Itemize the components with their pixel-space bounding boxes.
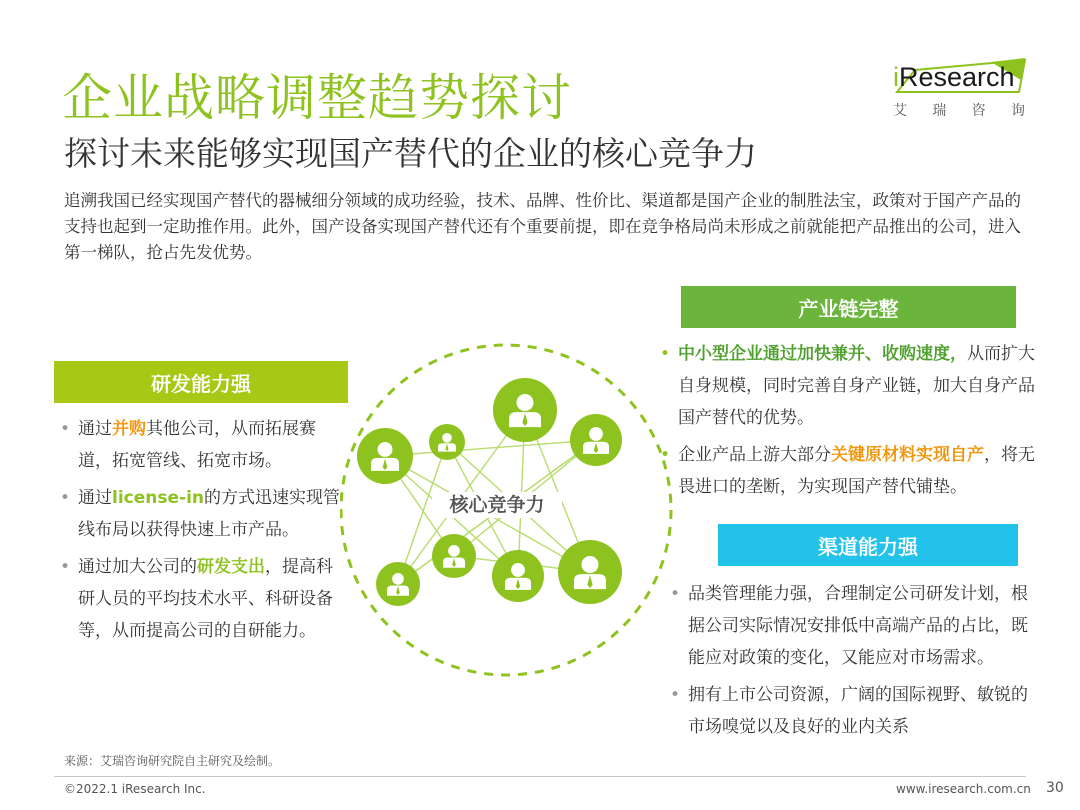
page-title: 企业战略调整趋势探讨 xyxy=(62,69,572,127)
list-item: • 品类管理能力强，合理制定公司研发计划，根据公司实际情况安排低中高端产品的占比，既能应对政策的变化，又能应对市场需求。 xyxy=(668,578,1038,674)
person-icon xyxy=(558,540,622,604)
logo-wordmark: iResearch xyxy=(893,62,1015,92)
person-icon xyxy=(376,562,420,606)
channel-capability-header: 渠道能力强 xyxy=(718,524,1018,566)
list-item: • 通过license-in的方式迅速实现管线布局以获得快速上市产品。 xyxy=(58,482,343,546)
source-note: 来源：艾瑞咨询研究院自主研究及绘制。 xyxy=(64,754,281,768)
logo-chinese: 艾 瑞 咨 询 xyxy=(893,103,1025,119)
list-item: • 拥有上市公司资源，广阔的国际视野、敏锐的市场嗅觉以及良好的业内关系 xyxy=(668,679,1038,743)
intro-paragraph: 追溯我国已经实现国产替代的器械细分领域的成功经验，技术、品牌、性价比、渠道都是国产企业的制胜法宝，政策对于国产产品的支持也起到一定助推作用。此外，国产设备实现国产替代还有个重要前提，即在竞争格局尚未形成之前就能把产品推出的公司，进入第一梯队，抢占先发优势。 xyxy=(64,191,1021,262)
core-competency-label: 核心竞争力 xyxy=(432,492,562,518)
list-item: • 企业产品上游大部分关键原材料实现自产，将无畏进口的垄断，为实现国产替代铺垫。 xyxy=(658,439,1038,503)
page-number: 30 xyxy=(1046,780,1064,796)
footer-divider xyxy=(54,776,1026,777)
list-item: • 通过并购其他公司，从而拓展赛道，拓宽管线、拓宽市场。 xyxy=(58,413,343,477)
person-icon xyxy=(570,414,622,466)
channel-capability-list xyxy=(668,578,1038,748)
list-item: • 中小型企业通过加快兼并、收购速度，从而扩大自身规模，同时完善自身产业链，加大自身产品国产替代的优势。 xyxy=(658,338,1038,434)
person-icon xyxy=(357,428,413,484)
supply-chain-list xyxy=(658,338,1038,508)
person-icon xyxy=(493,378,557,442)
copyright: ©2022.1 iResearch Inc. xyxy=(64,782,206,796)
list-item: • 通过加大公司的研发支出，提高科研人员的平均技术水平、科研设备等，从而提高公司的自研能力。 xyxy=(58,551,343,647)
supply-chain-header: 产业链完整 xyxy=(681,286,1016,328)
website-url: www.iresearch.com.cn xyxy=(896,782,1031,796)
rd-capability-list xyxy=(58,413,343,652)
rd-capability-header: 研发能力强 xyxy=(54,361,348,403)
page-subtitle: 探讨未来能够实现国产替代的企业的核心竞争力 xyxy=(64,134,757,173)
network-link xyxy=(385,440,596,456)
person-icon xyxy=(492,550,544,602)
person-icon xyxy=(432,534,476,578)
iresearch-logo xyxy=(893,56,1028,126)
person-icon xyxy=(429,424,465,460)
